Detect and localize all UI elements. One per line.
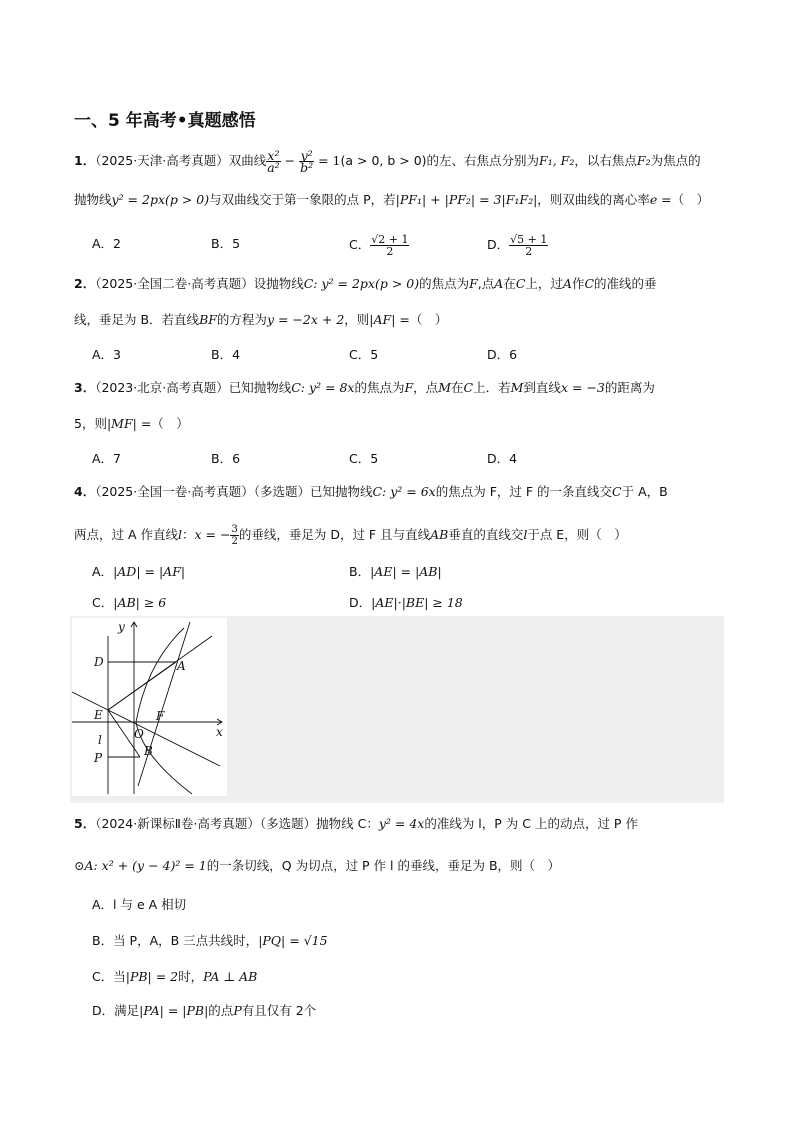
chord-line [138,622,190,786]
question-3-source: （2023·北京·高考真题）已知抛物线 [95,380,292,395]
segment-e-a [108,662,176,710]
question-1-tail: 为焦点的 [650,153,701,168]
question-2-number: 2． [74,276,96,291]
question-3-option-a[interactable]: A．7 [92,451,122,466]
question-2-equation: y = −2x + 2 [266,312,345,327]
label-x: x [216,725,223,739]
label-a: A [177,659,186,673]
question-4-fraction: $\frac{3}{2}$ [231,524,238,547]
question-1-text: 抛物线 [74,192,112,207]
question-2-source: （2025·全国二卷·高考真题）设抛物线 [95,276,304,291]
question-4-option-a[interactable]: A．|AD| = |AF| [92,564,186,579]
question-5-parabola: y² = 4x [378,816,425,831]
question-4-source: （2025·全国一卷·高考真题）（多选题）已知抛物线 [95,484,373,499]
label-l: l [98,733,102,747]
question-4-option-b[interactable]: B．|AE| = |AB| [349,564,442,579]
question-2-option-b[interactable]: B．4 [211,347,241,362]
question-3-option-d[interactable]: D．4 [487,451,518,466]
question-1-text-2: 与双曲线交于第一象限的点 P，若 [209,192,396,207]
question-4-line-1: 4．（2025·全国一卷·高考真题）（多选题）已知抛物线C: y² = 6x的焦点为 F，过 F 的一条直线交C于 A，B [74,484,668,499]
label-f: F [156,709,165,723]
question-1-foci: F₁, F₂ [539,153,575,168]
question-3-parabola: C: y² = 8x [291,380,355,395]
question-1-line-1: 1．（2025·天津·高考真题）双曲线 $\frac{\text{x²}}{\text{a²}}$ − $\frac{\text{y²}}{\text{b²}}$ = 1(a > 0, b > 0)的左、右焦点分别为F₁, F₂，以右焦点F₂为焦点的 [74,148,701,175]
question-3-option-c[interactable]: C．5 [349,451,379,466]
question-5-circle: ⊙A: x² + (y − 4)² = 1 [74,858,207,873]
question-1-option-a[interactable]: A．2 [92,236,122,251]
question-4-option-d[interactable]: D．|AE|·|BE| ≥ 18 [349,595,463,610]
question-1-option-b[interactable]: B．5 [211,236,241,251]
label-d: D [94,655,104,669]
question-4-line-2: 两点，过 A 作直线l：x = − $\frac{3}{2}$ 的垂线，垂足为 D，过 F 且与直线AB垂直的直线交l于点 E，则（ ） [74,524,627,547]
question-4-number: 4． [74,484,96,499]
hyperbola-x-term: $\frac{\text{x²}}{\text{a²}}$ [267,148,280,175]
option-c-fraction: $\frac{√2 + 1}{2}$ [371,233,409,258]
option-d-fraction: $\frac{√5 + 1}{2}$ [510,233,548,258]
question-5-option-b[interactable]: B．当 P，A，B 三点共线时，|PQ| = √15 [92,933,328,948]
label-b: B [144,744,153,758]
label-o: O [134,727,144,741]
question-2-option-c[interactable]: C．5 [349,347,379,362]
question-5-option-a[interactable]: A．l 与 e A 相切 [92,897,187,912]
question-2-line-2: 线，垂足为 B．若直线BF的方程为y = −2x + 2，则|AF| =（ ） [74,312,448,327]
option-c-label: C． [349,237,371,252]
question-5-source: （2024·新课标Ⅱ卷·高考真题）（多选题）抛物线 C： [95,816,379,831]
question-4-parabola: C: y² = 6x [372,484,436,499]
question-2-option-a[interactable]: A．3 [92,347,122,362]
question-1-equation: |PF₁| + |PF₂| = 3|F₁F₂| [395,192,538,207]
question-5-option-d[interactable]: D．满足|PA| = |PB|的点P有且仅有 2个 [92,1003,317,1018]
question-2-parabola: C: y² = 2px(p > 0) [303,276,420,291]
question-1-option-d[interactable] [487,234,548,257]
label-p: P [94,751,103,765]
option-d-label: D． [487,237,510,252]
question-1-e: e = [649,192,672,207]
question-1-number: 1． [74,153,96,168]
question-2-line-1: 2．（2025·全国二卷·高考真题）设抛物线C: y² = 2px(p > 0)的焦点为F,点A在C上，过A作C的准线的垂 [74,276,657,291]
question-4-option-c[interactable]: C．|AB| ≥ 6 [92,595,167,610]
question-5-number: 5． [74,816,96,831]
section-title: 一、5 年高考•真题感悟 [74,111,256,131]
question-1-mid: ，以右焦点 [574,153,637,168]
question-1-line-2 [74,192,709,208]
label-e: E [94,708,103,722]
hyperbola-y-term: $\frac{\text{y²}}{\text{b²}}$ [300,148,314,175]
parabola-figure [72,618,227,796]
question-5-line-1: 5．（2024·新课标Ⅱ卷·高考真题）（多选题）抛物线 C：y² = 4x的准线为 l，P 为 C 上的动点，过 P 作 [74,816,638,831]
question-3-line-1: 3．（2023·北京·高考真题）已知抛物线C: y² = 8x的焦点为F，点M在C上．若M到直线x = −3的距离为 [74,380,655,395]
question-1-parabola: y² = 2px(p > 0) [111,192,210,207]
question-3-line-2: 5，则|MF| =（ ） [74,416,189,431]
question-3-option-b[interactable]: B．6 [211,451,241,466]
question-1-condition: (a > 0, b > 0)的左、右焦点分别为 [340,153,540,168]
question-2-option-d[interactable]: D．6 [487,347,518,362]
question-1-text-3: ，则双曲线的离心率 [537,192,650,207]
question-1-f2: F₂ [636,153,651,168]
label-y: y [118,620,125,634]
question-3-number: 3． [74,380,96,395]
question-1-paren: （ ） [671,192,710,207]
question-5-option-c[interactable]: C．当|PB| = 2时，PA ⊥ AB [92,969,258,984]
question-1-option-c[interactable] [349,234,409,257]
question-1-source: （2025·天津·高考真题）双曲线 [95,153,267,168]
parabola-diagram [72,618,227,796]
question-5-line-2: ⊙A: x² + (y − 4)² = 1的一条切线，Q 为切点，过 P 作 l 的垂线，垂足为 B，则（ ） [74,858,561,873]
